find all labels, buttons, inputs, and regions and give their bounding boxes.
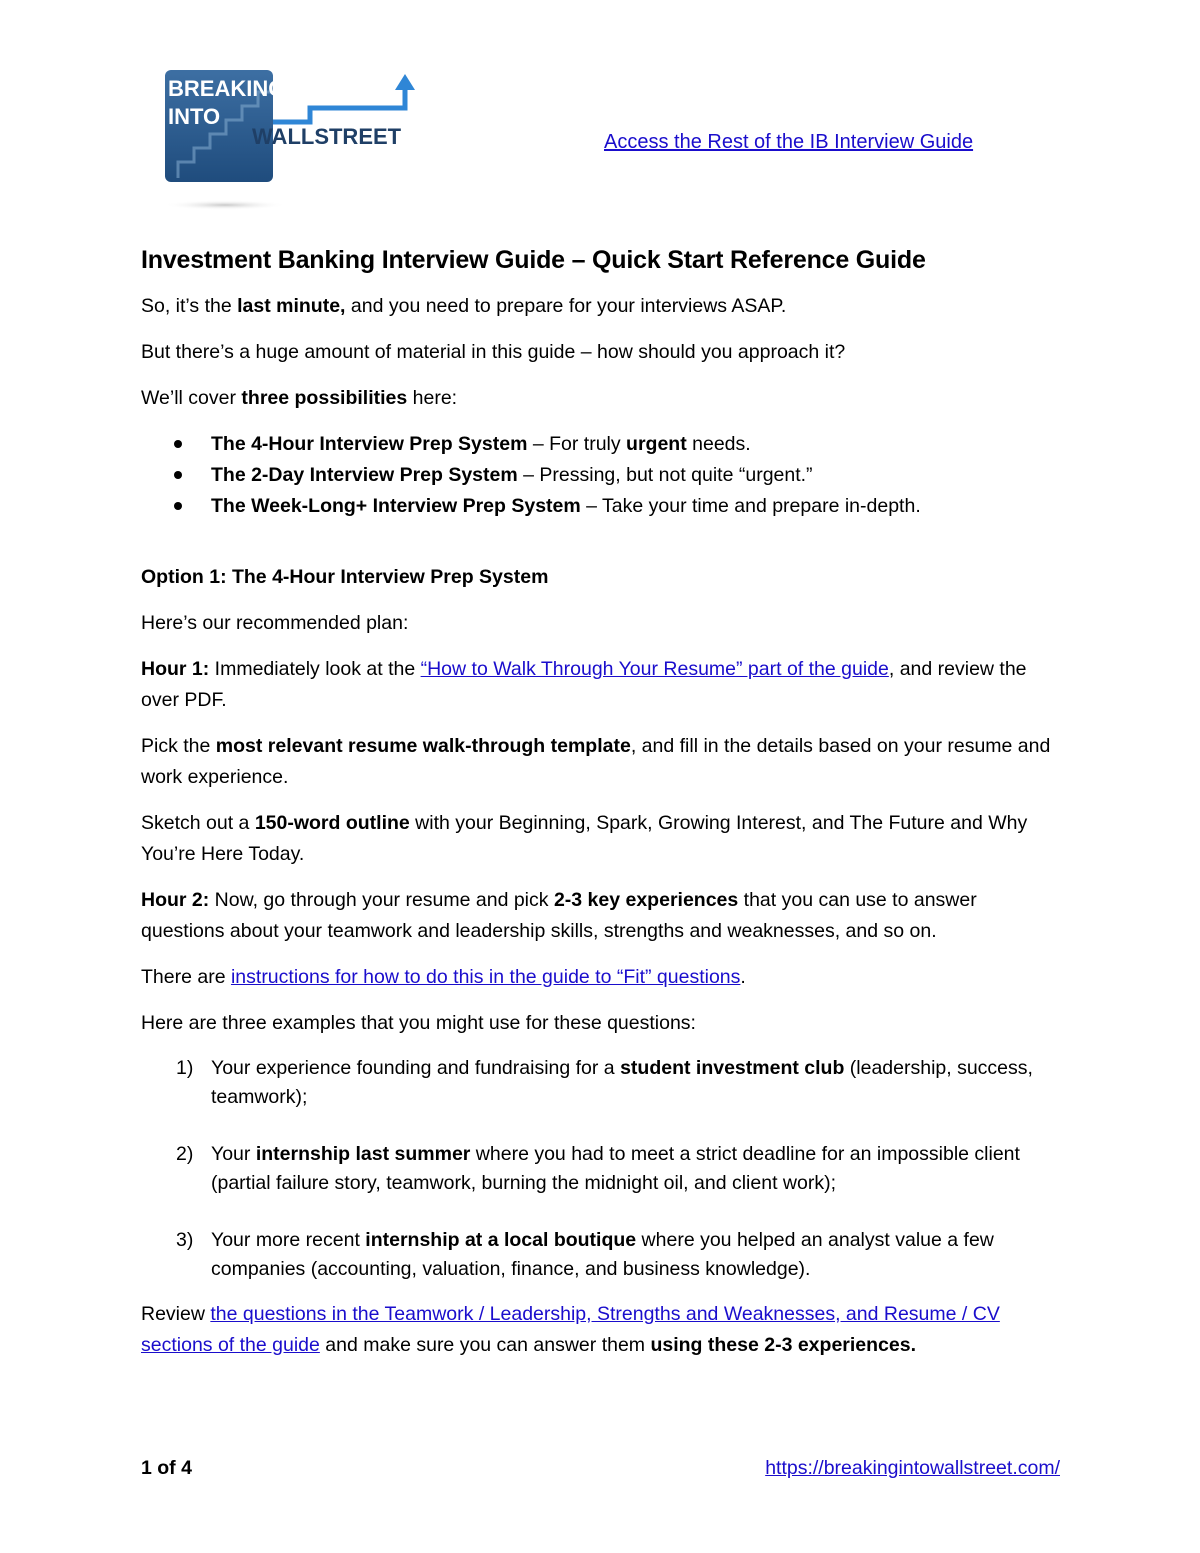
text: So, it’s the bbox=[141, 295, 238, 317]
option1-heading: Option 1: The 4-Hour Interview Prep System bbox=[141, 566, 549, 588]
bold-text: 150-word outline bbox=[254, 812, 410, 834]
bold-text: The Week-Long+ Interview Prep System bbox=[211, 495, 581, 517]
list-number: 1) bbox=[176, 1057, 194, 1079]
text: here: bbox=[407, 387, 458, 409]
text: Immediately look at the bbox=[209, 658, 421, 680]
logo-text-breaking: BREAKING bbox=[168, 76, 286, 101]
bold-text: using these 2-3 experiences bbox=[650, 1334, 911, 1356]
text: – For truly bbox=[527, 433, 627, 455]
bold-text: The 2-Day Interview Prep System bbox=[211, 464, 518, 486]
hour2-paragraph bbox=[141, 885, 1061, 947]
guide-sections-link[interactable]: the questions in the Teamwork / Leadership, Strengths and Weaknesses, and Resume / CV sections of the guide bbox=[141, 1303, 1000, 1356]
intro-paragraph-2: But there’s a huge amount of material in this guide – how should you approach it? bbox=[141, 341, 846, 363]
instructions-paragraph bbox=[141, 962, 1061, 993]
text: that you can use to answer questions about your teamwork and leadership skills, strengths and weaknesses, and so on. bbox=[141, 889, 977, 942]
sketch-paragraph bbox=[141, 808, 1061, 870]
review-paragraph bbox=[141, 1299, 1061, 1361]
text: (leadership, success, teamwork); bbox=[211, 1057, 1033, 1108]
footer-url-wrap bbox=[765, 1457, 1060, 1480]
list-number: 3) bbox=[176, 1229, 194, 1251]
bold-text: internship last summer bbox=[255, 1143, 471, 1165]
text: Sketch out a bbox=[141, 812, 255, 834]
text: We’ll cover bbox=[141, 387, 242, 409]
bold-text: three possibilities bbox=[241, 387, 408, 409]
main-content bbox=[141, 246, 1061, 1376]
list-item bbox=[141, 491, 1061, 522]
bold-text: . bbox=[910, 1334, 917, 1356]
text: Pick the bbox=[141, 735, 216, 757]
text: , and review the over PDF. bbox=[141, 658, 1027, 711]
list-item bbox=[141, 1054, 1061, 1112]
text: where you helped an analyst value a few companies (accounting, valuation, finance, and business knowledge). bbox=[211, 1229, 994, 1280]
examples-list bbox=[141, 1054, 1061, 1284]
text: There are bbox=[141, 966, 231, 988]
bullet-icon bbox=[174, 440, 182, 448]
bullet-icon bbox=[174, 471, 182, 479]
text: Your experience founding and fundraising for a bbox=[211, 1057, 621, 1079]
intro-paragraph-3 bbox=[141, 383, 1061, 414]
access-guide-link[interactable]: Access the Rest of the IB Interview Guide bbox=[604, 131, 974, 153]
list-item bbox=[141, 1140, 1061, 1198]
pick-paragraph bbox=[141, 731, 1061, 793]
page-number: 1 of 4 bbox=[141, 1457, 192, 1479]
bold-text: Hour 2: bbox=[141, 889, 210, 911]
text: , and fill in the details based on your resume and work experience. bbox=[141, 735, 1051, 788]
text: needs. bbox=[686, 433, 751, 455]
text: Your bbox=[211, 1143, 256, 1165]
logo-text-wallstreet: WALLSTREET bbox=[252, 124, 402, 149]
text: with your Beginning, Spark, Growing Interest, and The Future and Why You’re Here Today. bbox=[141, 812, 1028, 865]
resume-walkthrough-link[interactable]: “How to Walk Through Your Resume” part of the guide bbox=[420, 658, 889, 680]
possibilities-list bbox=[141, 429, 1061, 522]
list-item bbox=[141, 429, 1061, 460]
list-item bbox=[141, 460, 1061, 491]
text: and you need to prepare for your interviews ASAP. bbox=[345, 295, 787, 317]
logo-text-into: INTO bbox=[168, 104, 221, 129]
bold-text: last minute, bbox=[237, 295, 346, 317]
text: where you had to meet a strict deadline for an impossible client (partial failure story, teamwork, burning the midnight oil, and client work); bbox=[211, 1143, 1020, 1194]
bullet-icon bbox=[174, 502, 182, 510]
text: Now, go through your resume and pick bbox=[209, 889, 554, 911]
text: – Pressing, but not quite “urgent.” bbox=[517, 464, 813, 486]
hour1-paragraph bbox=[141, 654, 1061, 716]
bold-text: student investment club bbox=[620, 1057, 845, 1079]
text: and make sure you can answer them bbox=[319, 1334, 651, 1356]
bold-text: Hour 1: bbox=[141, 658, 210, 680]
list-item bbox=[141, 1226, 1061, 1284]
access-guide-link-wrap bbox=[604, 131, 973, 154]
plan-paragraph: Here’s our recommended plan: bbox=[141, 612, 409, 634]
bold-text: internship at a local boutique bbox=[365, 1229, 637, 1251]
text: Your more recent bbox=[211, 1229, 366, 1251]
footer-url-link[interactable]: https://breakingintowallstreet.com/ bbox=[765, 1457, 1060, 1479]
examples-intro: Here are three examples that you might use for these questions: bbox=[141, 1012, 696, 1034]
bold-text: urgent bbox=[626, 433, 687, 455]
bold-text: The 4-Hour Interview Prep System bbox=[211, 433, 528, 455]
intro-paragraph-1 bbox=[141, 291, 1061, 322]
bold-text: most relevant resume walk-through template bbox=[215, 735, 631, 757]
text: . bbox=[740, 966, 746, 988]
page-title: Investment Banking Interview Guide – Quick Start Reference Guide bbox=[141, 246, 926, 274]
text: – Take your time and prepare in-depth. bbox=[580, 495, 921, 517]
text: Review bbox=[141, 1303, 211, 1325]
bold-text: 2-3 key experiences bbox=[553, 889, 739, 911]
breaking-into-wallstreet-logo bbox=[160, 62, 430, 212]
fit-questions-link[interactable]: instructions for how to do this in the guide to “Fit” questions bbox=[230, 966, 741, 988]
list-number: 2) bbox=[176, 1143, 194, 1165]
